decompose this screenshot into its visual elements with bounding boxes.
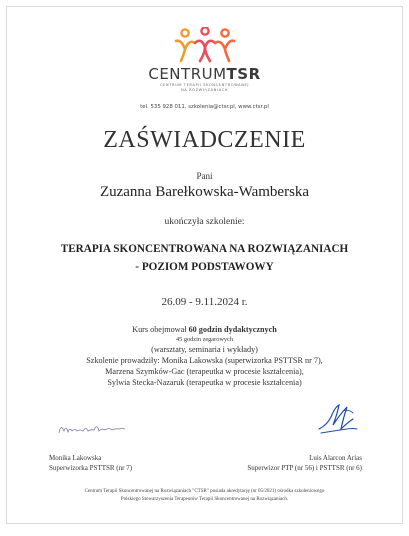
course-dates: 26.09 - 9.11.2024 r.	[161, 296, 248, 308]
certificate-page	[6, 6, 403, 524]
brand-name: CENTRUMTSR	[148, 65, 261, 83]
contact-line: tel. 535 928 011, szkolenia@ctsr.pl, www.ctsr.pl	[140, 104, 269, 110]
logo-figures-icon	[173, 27, 237, 63]
course-name: TERAPIA SKONCENTROWANA NA ROZWIĄZANIACH - POZIOM PODSTAWOWY	[60, 243, 349, 273]
completed-text: ukończyła szkolenie:	[164, 217, 245, 227]
salutation: Pani	[196, 171, 213, 181]
ctsr-logo	[7, 27, 402, 93]
format-line: (warsztaty, seminaria i wykłady)	[151, 345, 258, 354]
signatory-right: Luis Alarcon Arias Superwizor PTP (nr 56) i PSTTSR (nr 6)	[247, 454, 362, 472]
brand-subtitle: CENTRUM TERAPII SKONCENTROWANEJ NA ROZWIĄZANIACH	[159, 83, 250, 92]
course-details	[7, 324, 402, 388]
trainers-line-1: Szkolenie prowadziły: Monika Lakowska (superwizorka PSTTSR nr 7),	[86, 356, 323, 365]
signature-left-image	[57, 417, 127, 443]
recipient-name: Zuzanna Barełkowska-Wamberska	[99, 184, 310, 200]
signature-right-image	[313, 399, 361, 445]
accreditation-footer: Centrum Terapii Skoncentrowanej na Rozwiązaniach "CTSR" posiada akredytację (nr 05/2021) ośrodka szkoleniowego Polskiego Stowarzyszenia Terapeutów Terapii Skoncentrowanej na Rozwiązaniach.	[84, 489, 325, 502]
signatory-left: Monika Lakowska Superwizorka PSTTSR (nr 7)	[49, 454, 133, 472]
certificate-title: ZAŚWIADCZENIE	[103, 127, 306, 153]
hours-line: Kurs obejmował 60 godzin dydaktycznych	[132, 325, 277, 334]
trainers-line-2: Marzena Szymków-Gac (terapeutka w procesie kształcenia),	[105, 367, 304, 376]
clock-hours: 45 godzin zegarowych	[175, 336, 233, 343]
trainers-line-3: Sylwia Stecka-Nazaruk (terapeutka w procesie kształcenia)	[107, 378, 302, 387]
